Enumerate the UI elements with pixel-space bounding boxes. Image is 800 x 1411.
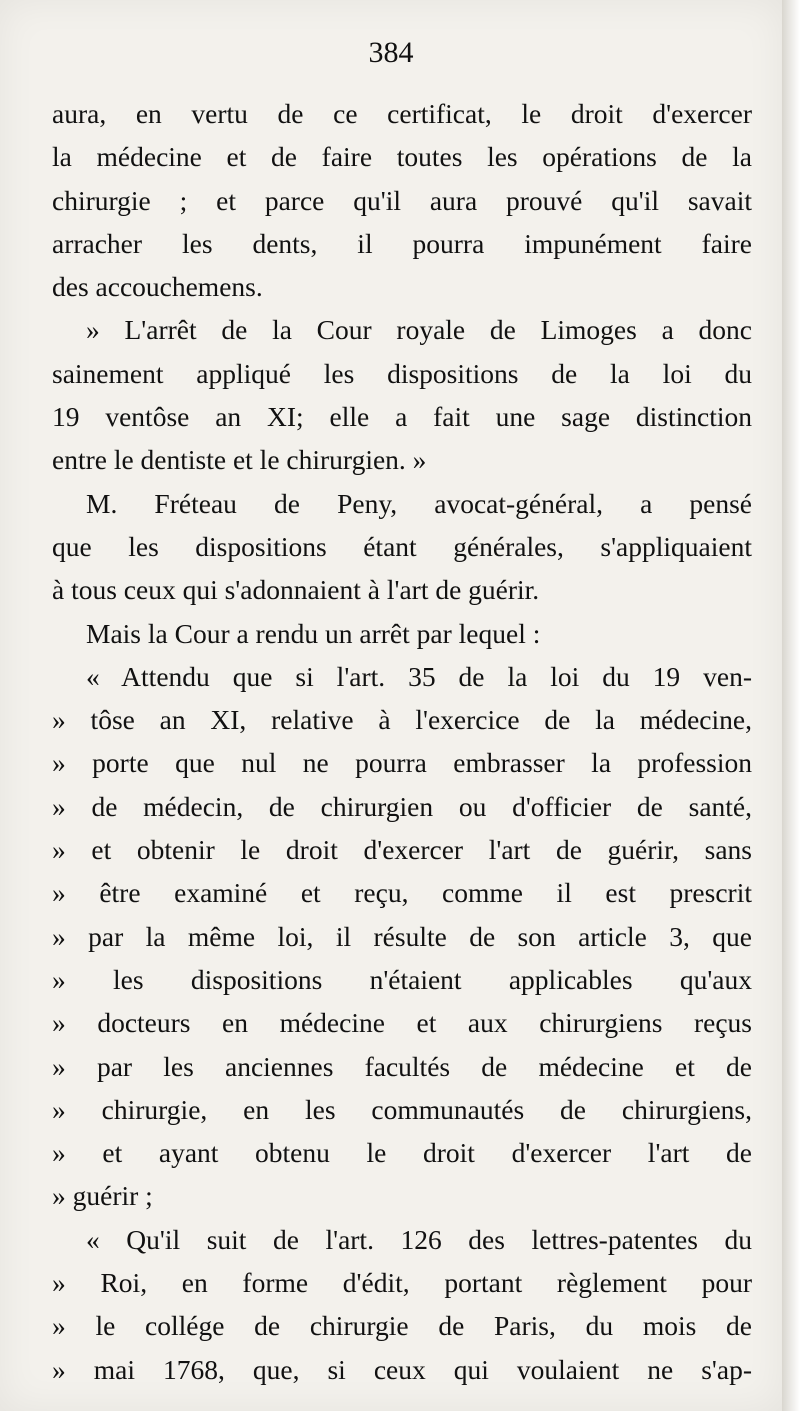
page-number: 384 (368, 36, 414, 69)
text-line: » par les anciennes facultés de médecine et de (52, 1050, 752, 1082)
text-line: M. Fréteau de Peny, avocat-général, a pensé (86, 487, 752, 519)
text-line: « Attendu que si l'art. 35 de la loi du 19 ven- (86, 660, 752, 692)
text-line: à tous ceux qui s'adonnaient à l'art de guérir. (52, 574, 540, 606)
text-line: » être examiné et reçu, comme il est prescrit (52, 877, 752, 909)
text-line: » de médecin, de chirurgien ou d'officier de santé, (52, 790, 752, 822)
text-line: » L'arrêt de la Cour royale de Limoges a donc (86, 314, 752, 346)
text-line: arracher les dents, il pourra impunément faire (52, 227, 752, 259)
text-line: chirurgie ; et parce qu'il aura prouvé qu'il savait (52, 184, 752, 216)
text-line: aura, en vertu de ce certificat, le droit d'exercer (52, 98, 752, 129)
text-line: » porte que nul ne pourra embrasser la profession (52, 747, 752, 779)
text-line: des accouchemens. (52, 271, 263, 303)
text-line: 19 ventôse an XI; elle a fait une sage distinction (52, 401, 752, 433)
text-line: Mais la Cour a rendu un arrêt par lequel : (86, 617, 541, 649)
page-edge (782, 0, 800, 1411)
text-line: » chirurgie, en les communautés de chirurgiens, (52, 1093, 752, 1125)
text-line: » par la même loi, il résulte de son article 3, que (52, 920, 752, 952)
text-line: sainement appliqué les dispositions de la loi du (52, 357, 752, 389)
text-line: » Roi, en forme d'édit, portant règlement pour (52, 1267, 752, 1299)
text-line: » guérir ; (52, 1180, 153, 1212)
body-text (52, 92, 752, 1391)
text-line: » tôse an XI, relative à l'exercice de la médecine, (52, 704, 752, 736)
text-line: » et obtenir le droit d'exercer l'art de guérir, sans (52, 834, 752, 866)
text-line: « Qu'il suit de l'art. 126 des lettres-patentes du (86, 1223, 752, 1255)
text-line: » et ayant obtenu le droit d'exercer l'art de (52, 1137, 752, 1169)
text-line: » mai 1768, que, si ceux qui voulaient ne s'ap- (52, 1353, 752, 1385)
text-line: que les dispositions étant générales, s'appliquaient (52, 530, 752, 562)
text-line: » le collége de chirurgie de Paris, du mois de (52, 1310, 752, 1342)
text-line: entre le dentiste et le chirurgien. » (52, 444, 427, 476)
text-line: » les dispositions n'étaient applicables qu'aux (52, 963, 752, 995)
text-line: » docteurs en médecine et aux chirurgiens reçus (52, 1007, 752, 1039)
text-line: la médecine et de faire toutes les opérations de la (52, 141, 752, 173)
